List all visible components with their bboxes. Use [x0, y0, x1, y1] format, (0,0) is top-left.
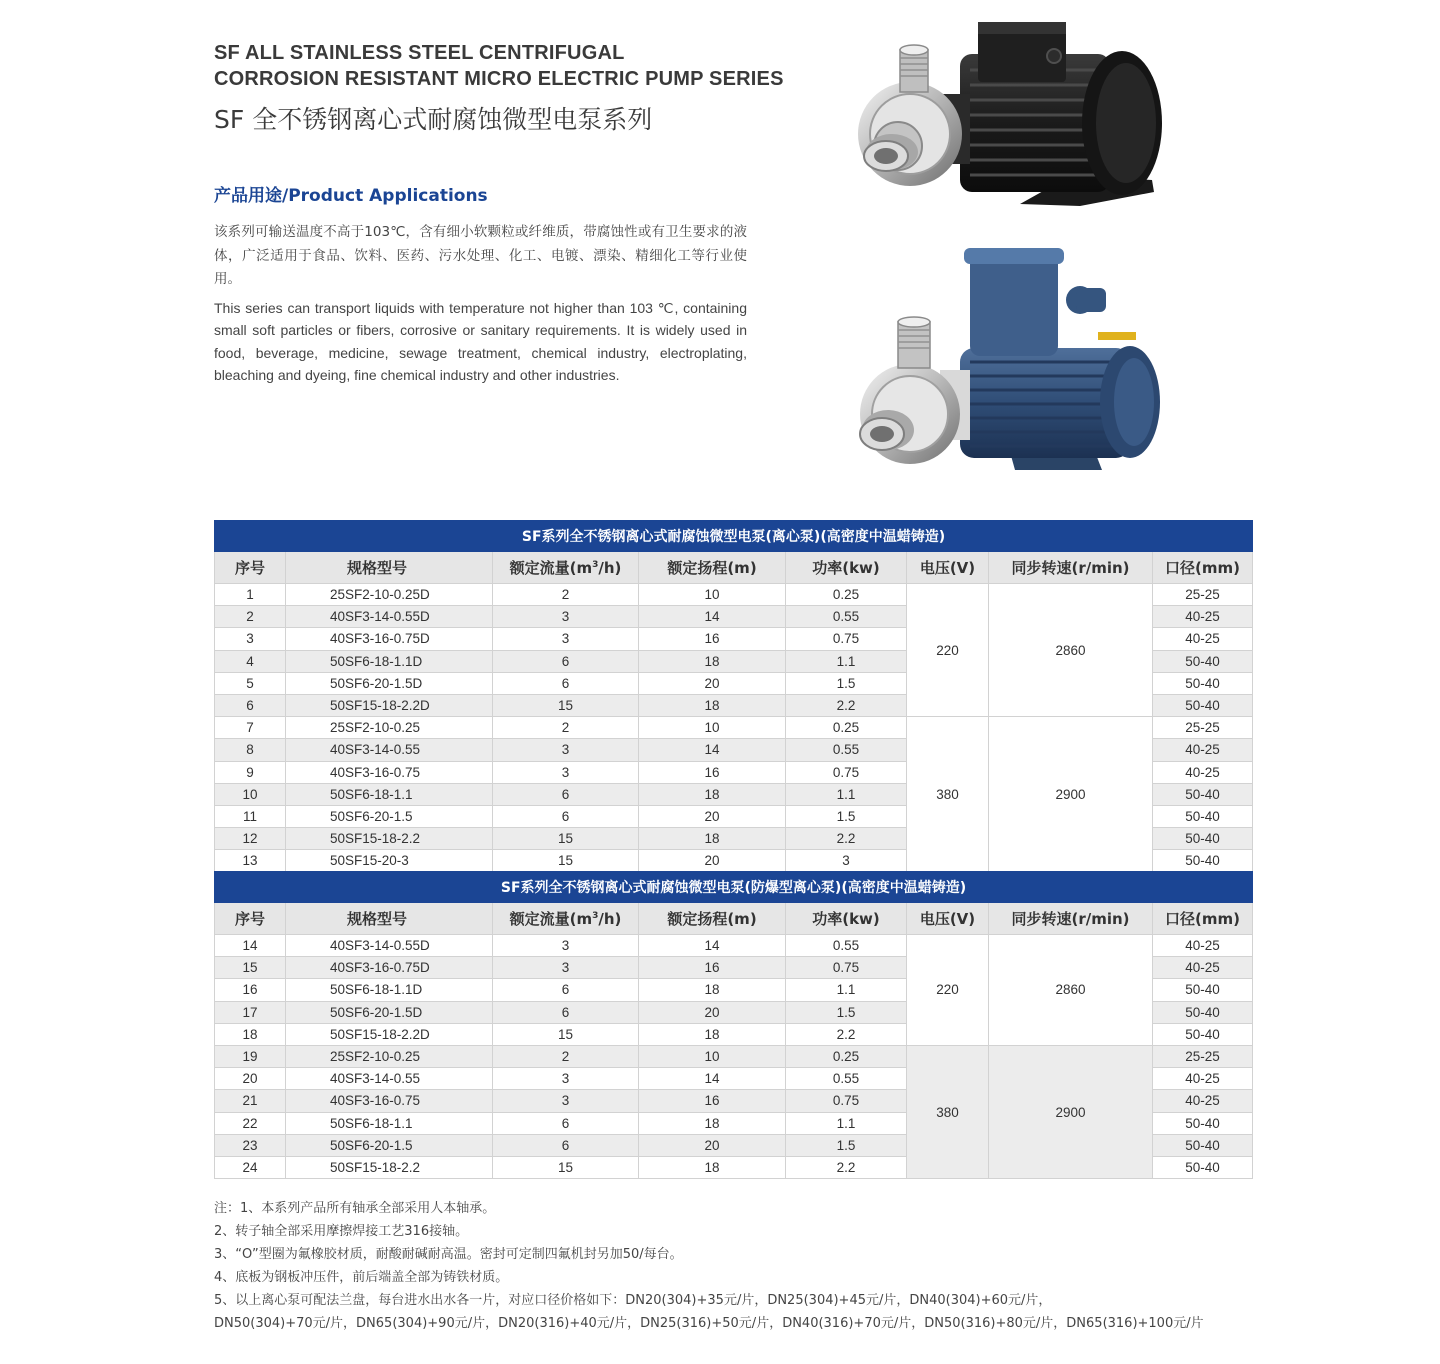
cell-power: 0.75 — [786, 957, 907, 979]
cell-flow: 15 — [493, 828, 639, 850]
cell-model: 40SF3-14-0.55 — [286, 1068, 493, 1090]
cell-no: 2 — [215, 606, 286, 628]
cell-flow: 3 — [493, 1068, 639, 1090]
cell-no: 12 — [215, 828, 286, 850]
cell-no: 1 — [215, 584, 286, 606]
cell-caliber: 25-25 — [1153, 584, 1253, 606]
cell-model: 50SF6-20-1.5D — [286, 1001, 493, 1023]
cell-flow: 3 — [493, 761, 639, 783]
cell-head: 18 — [639, 979, 786, 1001]
cell-no: 13 — [215, 850, 286, 872]
col-header-model: 规格型号 — [286, 903, 493, 935]
cell-flow: 3 — [493, 739, 639, 761]
cell-caliber: 40-25 — [1153, 761, 1253, 783]
cell-flow: 6 — [493, 672, 639, 694]
cell-no: 8 — [215, 739, 286, 761]
cell-model: 40SF3-14-0.55D — [286, 935, 493, 957]
pump-image-standard — [840, 10, 1180, 225]
cell-flow: 6 — [493, 1134, 639, 1156]
cell-model: 50SF15-18-2.2D — [286, 694, 493, 716]
col-header-power: 功率(kw) — [786, 552, 907, 584]
cell-caliber: 50-40 — [1153, 850, 1253, 872]
cell-flow: 6 — [493, 979, 639, 1001]
cell-no: 17 — [215, 1001, 286, 1023]
cell-caliber: 50-40 — [1153, 805, 1253, 827]
cell-head: 18 — [639, 650, 786, 672]
cell-model: 50SF6-18-1.1 — [286, 783, 493, 805]
cell-caliber: 40-25 — [1153, 957, 1253, 979]
cell-head: 18 — [639, 1112, 786, 1134]
cell-head: 20 — [639, 672, 786, 694]
note-line: 5、以上离心泵可配法兰盘，每台进水出水各一片，对应口径价格如下：DN20(304)+35元/片，DN25(304)+45元/片，DN40(304)+60元/片， — [214, 1293, 1052, 1308]
cell-no: 7 — [215, 717, 286, 739]
cell-model: 50SF6-18-1.1D — [286, 650, 493, 672]
col-header-model: 规格型号 — [286, 552, 493, 584]
cell-flow: 2 — [493, 717, 639, 739]
cell-caliber: 40-25 — [1153, 1090, 1253, 1112]
cell-head: 14 — [639, 1068, 786, 1090]
cell-voltage: 220 — [907, 935, 989, 1046]
cell-power: 0.25 — [786, 1045, 907, 1067]
cell-power: 0.25 — [786, 717, 907, 739]
cell-flow: 6 — [493, 650, 639, 672]
cell-flow: 3 — [493, 606, 639, 628]
cell-head: 10 — [639, 717, 786, 739]
note-line: 4、底板为钢板冲压件，前后端盖全部为铸铁材质。 — [214, 1270, 509, 1285]
cell-caliber: 50-40 — [1153, 694, 1253, 716]
cell-model: 40SF3-16-0.75D — [286, 957, 493, 979]
cell-head: 18 — [639, 783, 786, 805]
cell-head: 14 — [639, 606, 786, 628]
cell-caliber: 50-40 — [1153, 979, 1253, 1001]
cell-model: 50SF15-18-2.2D — [286, 1023, 493, 1045]
cell-caliber: 40-25 — [1153, 1068, 1253, 1090]
cell-speed: 2860 — [989, 935, 1153, 1046]
cell-model: 25SF2-10-0.25 — [286, 1045, 493, 1067]
cell-head: 10 — [639, 584, 786, 606]
cell-power: 0.55 — [786, 935, 907, 957]
cell-head: 18 — [639, 1156, 786, 1178]
cell-model: 25SF2-10-0.25D — [286, 584, 493, 606]
cell-voltage: 380 — [907, 717, 989, 872]
cell-model: 40SF3-14-0.55 — [286, 739, 493, 761]
cell-speed: 2900 — [989, 717, 1153, 872]
cell-no: 15 — [215, 957, 286, 979]
cell-model: 40SF3-14-0.55D — [286, 606, 493, 628]
cell-head: 20 — [639, 850, 786, 872]
note-line: 3、“O”型圈为氟橡胶材质，耐酸耐碱耐高温。密封可定制四氟机封另加50/每台。 — [214, 1247, 683, 1262]
col-header-caliber: 口径(mm) — [1153, 552, 1253, 584]
cell-model: 40SF3-16-0.75D — [286, 628, 493, 650]
cell-model: 40SF3-16-0.75 — [286, 1090, 493, 1112]
cell-flow: 6 — [493, 783, 639, 805]
col-header-flow: 额定流量$(m^3/h)$ — [493, 552, 639, 584]
applications-heading: 产品用途/Product Applications — [214, 186, 488, 206]
cell-flow: 6 — [493, 1112, 639, 1134]
cell-caliber: 50-40 — [1153, 1156, 1253, 1178]
cell-model: 50SF6-20-1.5D — [286, 672, 493, 694]
applications-text-en: This series can transport liquids with temperature not higher than 103 ℃, containing small soft particles or fibers, corrosive or sanitary requirements. It is widely used in food, beverage, medicine, sewage treatment, chemical industry, electroplating, bleaching and dyeing, fine chemical industry and other industries. — [214, 300, 747, 383]
col-header-no: 序号 — [215, 903, 286, 935]
cell-power: 1.5 — [786, 672, 907, 694]
cell-flow: 6 — [493, 805, 639, 827]
cell-no: 5 — [215, 672, 286, 694]
spec-table-centrifugal — [214, 520, 1253, 872]
col-header-voltage: 电压(V) — [907, 552, 989, 584]
cell-no: 16 — [215, 979, 286, 1001]
col-header-speed: 同步转速(r/min) — [989, 552, 1153, 584]
cell-head: 18 — [639, 828, 786, 850]
cell-caliber: 50-40 — [1153, 1112, 1253, 1134]
cell-flow: 2 — [493, 1045, 639, 1067]
cell-flow: 2 — [493, 584, 639, 606]
cell-head: 16 — [639, 761, 786, 783]
cell-power: 2.2 — [786, 828, 907, 850]
cell-no: 10 — [215, 783, 286, 805]
cell-power: 1.5 — [786, 805, 907, 827]
table-title: SF系列全不锈钢离心式耐腐蚀微型电泵(离心泵)(高密度中温蜡铸造) — [215, 521, 1253, 552]
col-header-voltage: 电压(V) — [907, 903, 989, 935]
cell-power: 0.55 — [786, 739, 907, 761]
col-header-flow: 额定流量$(m^3/h)$ — [493, 903, 639, 935]
cell-no: 9 — [215, 761, 286, 783]
cell-flow: 3 — [493, 628, 639, 650]
col-header-caliber: 口径(mm) — [1153, 903, 1253, 935]
spec-table-explosion-proof — [214, 871, 1253, 1179]
cell-speed: 2900 — [989, 1045, 1153, 1178]
cell-power: 1.1 — [786, 650, 907, 672]
cell-caliber: 25-25 — [1153, 1045, 1253, 1067]
cell-flow: 6 — [493, 1001, 639, 1023]
cell-power: 0.75 — [786, 628, 907, 650]
table-row — [215, 717, 1253, 739]
cell-power: 1.5 — [786, 1134, 907, 1156]
cell-no: 11 — [215, 805, 286, 827]
cell-caliber: 40-25 — [1153, 935, 1253, 957]
cell-caliber: 40-25 — [1153, 628, 1253, 650]
cell-power: 3 — [786, 850, 907, 872]
cell-caliber: 50-40 — [1153, 650, 1253, 672]
cell-caliber: 25-25 — [1153, 717, 1253, 739]
notes — [214, 1197, 1254, 1335]
cell-caliber: 50-40 — [1153, 1134, 1253, 1156]
cell-head: 20 — [639, 805, 786, 827]
cell-power: 0.75 — [786, 1090, 907, 1112]
cell-model: 50SF15-18-2.2 — [286, 1156, 493, 1178]
note-line: 2、转子轴全部采用摩擦焊接工艺316接轴。 — [214, 1224, 469, 1239]
cell-power: 1.1 — [786, 979, 907, 1001]
cell-flow: 15 — [493, 694, 639, 716]
cell-no: 4 — [215, 650, 286, 672]
table-row — [215, 935, 1253, 957]
cell-head: 20 — [639, 1134, 786, 1156]
cell-caliber: 50-40 — [1153, 828, 1253, 850]
cell-head: 16 — [639, 628, 786, 650]
cell-flow: 15 — [493, 1023, 639, 1045]
cell-flow: 15 — [493, 850, 639, 872]
cell-caliber: 50-40 — [1153, 783, 1253, 805]
cell-flow: 3 — [493, 1090, 639, 1112]
cell-power: 0.25 — [786, 584, 907, 606]
table-row — [215, 584, 1253, 606]
cell-caliber: 50-40 — [1153, 1001, 1253, 1023]
cell-head: 16 — [639, 957, 786, 979]
cell-head: 14 — [639, 935, 786, 957]
col-header-power: 功率(kw) — [786, 903, 907, 935]
cell-no: 24 — [215, 1156, 286, 1178]
cell-head: 14 — [639, 739, 786, 761]
cell-head: 10 — [639, 1045, 786, 1067]
cell-power: 1.5 — [786, 1001, 907, 1023]
cell-voltage: 220 — [907, 584, 989, 717]
applications-text-cn: 该系列可输送温度不高于103℃，含有细小软颗粒或纤维质，带腐蚀性或有卫生要求的液体，广泛适用于食品、饮料、医药、污水处理、化工、电镀、漂染、精细化工等行业使用。 — [214, 224, 747, 287]
table-title: SF系列全不锈钢离心式耐腐蚀微型电泵(防爆型离心泵)(高密度中温蜡铸造) — [215, 872, 1253, 903]
cell-head: 16 — [639, 1090, 786, 1112]
cell-model: 50SF15-20-3 — [286, 850, 493, 872]
col-header-head: 额定扬程(m) — [639, 903, 786, 935]
title-en-line-1: SF ALL STAINLESS STEEL CENTRIFUGAL — [214, 42, 625, 64]
cell-model: 50SF6-20-1.5 — [286, 805, 493, 827]
note-line: 注：1、本系列产品所有轴承全部采用人本轴承。 — [214, 1201, 496, 1216]
table-row — [215, 1045, 1253, 1067]
cell-model: 25SF2-10-0.25 — [286, 717, 493, 739]
cell-caliber: 50-40 — [1153, 672, 1253, 694]
cell-power: 2.2 — [786, 1023, 907, 1045]
cell-model: 50SF15-18-2.2 — [286, 828, 493, 850]
cell-no: 18 — [215, 1023, 286, 1045]
cell-voltage: 380 — [907, 1045, 989, 1178]
col-header-head: 额定扬程(m) — [639, 552, 786, 584]
cell-model: 50SF6-18-1.1 — [286, 1112, 493, 1134]
cell-no: 21 — [215, 1090, 286, 1112]
cell-speed: 2860 — [989, 584, 1153, 717]
cell-power: 2.2 — [786, 694, 907, 716]
cell-power: 1.1 — [786, 1112, 907, 1134]
page-title-en — [214, 40, 814, 92]
cell-power: 2.2 — [786, 1156, 907, 1178]
cell-caliber: 50-40 — [1153, 1023, 1253, 1045]
cell-flow: 3 — [493, 957, 639, 979]
note-line: DN50(304)+70元/片，DN65(304)+90元/片，DN20(316)+40元/片，DN25(316)+50元/片，DN40(316)+70元/片，DN50(316)+80元/片，DN65(316)+100元/片 — [214, 1316, 1204, 1331]
cell-power: 0.55 — [786, 1068, 907, 1090]
cell-no: 19 — [215, 1045, 286, 1067]
col-header-no: 序号 — [215, 552, 286, 584]
cell-head: 18 — [639, 694, 786, 716]
cell-no: 6 — [215, 694, 286, 716]
cell-no: 22 — [215, 1112, 286, 1134]
cell-no: 3 — [215, 628, 286, 650]
cell-caliber: 40-25 — [1153, 606, 1253, 628]
cell-flow: 15 — [493, 1156, 639, 1178]
cell-head: 20 — [639, 1001, 786, 1023]
cell-power: 0.75 — [786, 761, 907, 783]
cell-power: 1.1 — [786, 783, 907, 805]
cell-model: 50SF6-20-1.5 — [286, 1134, 493, 1156]
cell-caliber: 40-25 — [1153, 739, 1253, 761]
cell-model: 40SF3-16-0.75 — [286, 761, 493, 783]
cell-power: 0.55 — [786, 606, 907, 628]
cell-head: 18 — [639, 1023, 786, 1045]
cell-no: 23 — [215, 1134, 286, 1156]
cell-model: 50SF6-18-1.1D — [286, 979, 493, 1001]
page-title-cn: SF 全不锈钢离心式耐腐蚀微型电泵系列 — [214, 105, 653, 134]
title-en-line-2: CORROSION RESISTANT MICRO ELECTRIC PUMP SERIES — [214, 68, 784, 90]
col-header-speed: 同步转速(r/min) — [989, 903, 1153, 935]
cell-flow: 3 — [493, 935, 639, 957]
pump-image-explosion-proof — [840, 230, 1180, 505]
cell-no: 20 — [215, 1068, 286, 1090]
cell-no: 14 — [215, 935, 286, 957]
